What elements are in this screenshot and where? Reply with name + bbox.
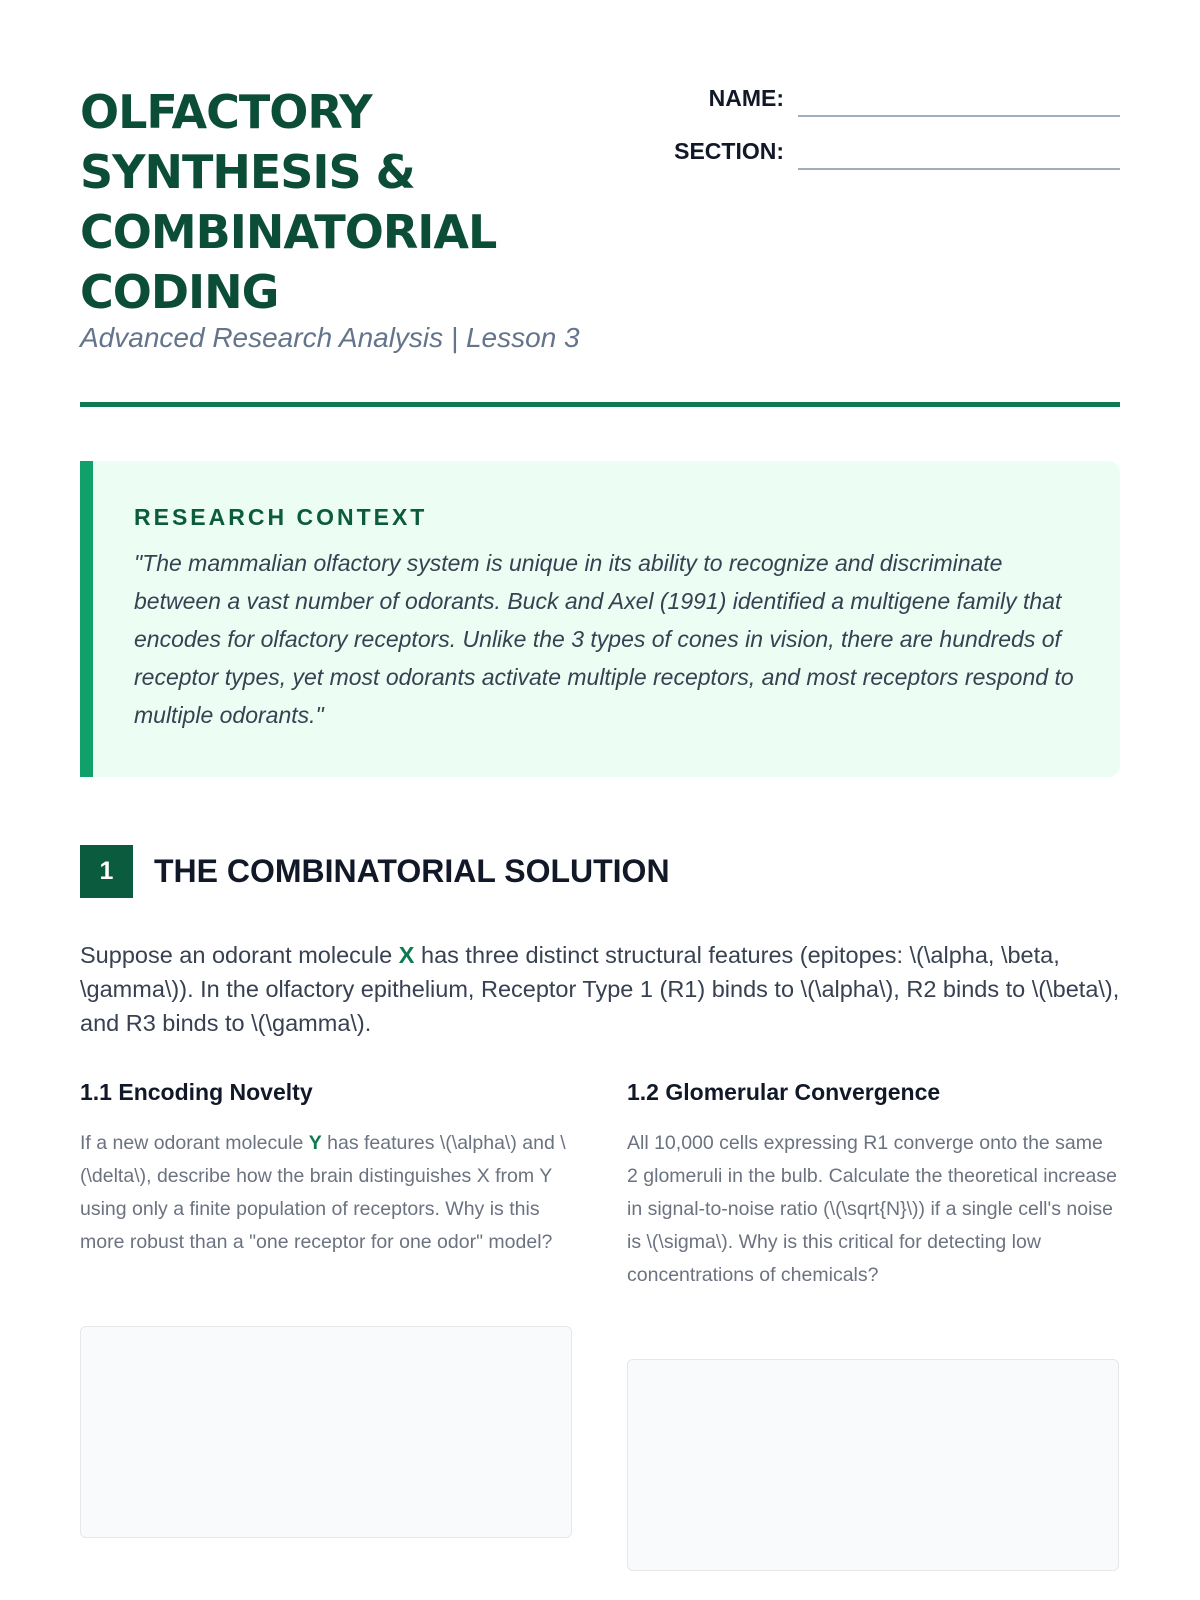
name-label: NAME: bbox=[708, 85, 784, 111]
name-field-row bbox=[660, 82, 1120, 118]
section-intro bbox=[80, 938, 1120, 1040]
question-1-1-title: 1.1 Encoding Novelty bbox=[80, 1079, 313, 1105]
research-context-title: RESEARCH CONTEXT bbox=[134, 504, 428, 530]
student-fields bbox=[660, 82, 1120, 188]
question-1-1-body bbox=[80, 1127, 572, 1259]
question-1-2 bbox=[627, 1077, 1119, 1292]
worksheet-title: OLFACTORY SYNTHESIS & COMBINATORIAL CODING bbox=[80, 85, 497, 319]
question-1-2-title: 1.2 Glomerular Convergence bbox=[627, 1079, 941, 1105]
header-divider bbox=[80, 402, 1120, 407]
section-input-line[interactable] bbox=[798, 168, 1120, 170]
section-title: THE COMBINATORIAL SOLUTION bbox=[154, 852, 670, 889]
section-1-heading bbox=[80, 844, 670, 898]
section-number-badge: 1 bbox=[80, 845, 133, 898]
intro-text-end: has three distinct structural features (epitopes: \(\alpha, \beta, \gamma\)). In the olfactory epithelium, Receptor Type 1 (R1) binds to \(\alpha\), R2 binds to \(\beta\), and R3 binds to \(\gamma\). bbox=[80, 942, 1120, 1036]
answer-box-1-2[interactable] bbox=[627, 1359, 1119, 1571]
research-context-quote: "The mammalian olfactory system is unique in its ability to recognize and discriminate between a vast number of odorants. Buck and Axel (1991) identified a multigene family that encodes for olfactory receptors. Unlike the 3 types of cones in vision, there are hundreds of receptor types, yet most odorants activate multiple receptors, and most receptors respond to multiple odorants." bbox=[134, 550, 1074, 728]
worksheet-subtitle: Advanced Research Analysis | Lesson 3 bbox=[80, 322, 580, 353]
answer-box-1-1[interactable] bbox=[80, 1326, 572, 1538]
q1-highlight-y: Y bbox=[308, 1132, 322, 1154]
question-1-1 bbox=[80, 1077, 572, 1259]
q1-text-start: If a new odorant molecule bbox=[80, 1132, 309, 1154]
worksheet-header bbox=[80, 82, 1120, 402]
intro-text-start: Suppose an odorant molecule bbox=[80, 942, 399, 968]
section-field-row bbox=[660, 135, 1120, 171]
q1-text-end: has features \(\alpha\) and \(\delta\), describe how the brain distinguishes X from Y using only a finite population of receptors. Why is this more robust than a "one receptor for one odor" model? bbox=[80, 1132, 566, 1253]
worksheet-page bbox=[80, 0, 1120, 1600]
name-input-line[interactable] bbox=[798, 115, 1120, 117]
intro-highlight-x: X bbox=[398, 942, 415, 968]
research-context-box bbox=[80, 461, 1120, 777]
question-1-2-body: All 10,000 cells expressing R1 converge onto the same 2 glomeruli in the bulb. Calculate the theoretical increase in signal-to-noise ratio (\(\sqrt{N}\)) if a single cell's noise is \(\sigma\). Why is this critical for detecting low concentrations of chemicals? bbox=[627, 1132, 1117, 1286]
section-label: SECTION: bbox=[674, 138, 784, 164]
